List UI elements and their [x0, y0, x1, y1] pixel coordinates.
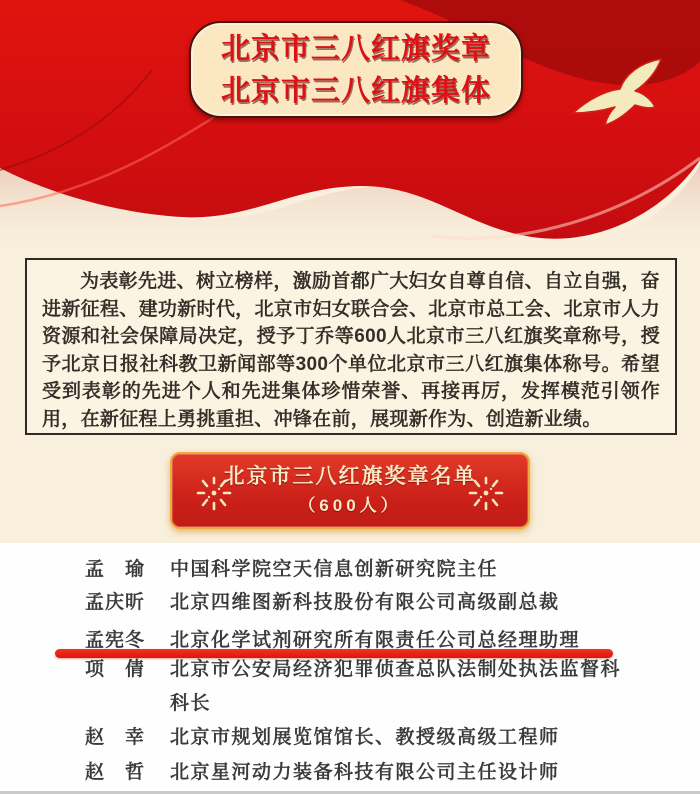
awardee-title-line: 中国科学院空天信息创新研究院主任	[170, 559, 499, 580]
awardee-name: 项 倩	[85, 659, 146, 680]
awardee-title-line: 北京四维图新科技股份有限公司高级副总裁	[170, 592, 560, 613]
awardee-title	[170, 756, 650, 790]
awardee-title-line: 北京市公安局经济犯罪侦查总队法制处执法监督科	[170, 659, 622, 680]
awardee-name: 孟庆昕	[85, 592, 146, 613]
awardee-title	[170, 653, 650, 721]
awardee-title-line: 北京星河动力装备科技有限公司主任设计师	[170, 762, 560, 783]
banner-title-plaque	[189, 21, 523, 118]
awardee-name: 赵 幸	[85, 727, 146, 748]
awardee-name: 孟 瑜	[85, 559, 146, 580]
list-header-title: 北京市三八红旗奖章名单	[223, 465, 477, 488]
awardee-list	[0, 543, 700, 794]
announcement-text: 为表彰先进、树立榜样，激励首都广大妇女自尊自信、自立自强，奋进新征程、建功新时代，北京市妇女联合会、北京市总工会、北京市人力资源和社会保障局决定，授予丁乔等600人北京市三八红旗奖章称号，授予北京日报社科教卫新闻部等300个单位北京市三八红旗集体称号。希望受到表彰的先进个人和先进集体珍惜荣誉、再接再厉，发挥模范引领作用，在新征程上勇挑重担、冲锋在前，展现新作为、创造新业绩。	[42, 271, 660, 430]
list-row	[0, 653, 700, 721]
awardee-title	[170, 553, 650, 587]
awardee-title-line: 北京化学试剂研究所有限责任公司总经理助理	[170, 630, 581, 651]
awardee-title-line: 科长	[170, 693, 212, 714]
list-header-count: （600人）	[298, 496, 402, 515]
awardee-title-line: 北京市规划展览馆馆长、教授级高级工程师	[170, 727, 560, 748]
list-header-box	[170, 452, 530, 529]
list-row	[0, 756, 700, 790]
awardee-title	[170, 721, 650, 755]
list-row	[0, 721, 700, 755]
ribbon-banner	[0, 0, 700, 260]
firework-icon	[464, 471, 508, 515]
announcement-box	[25, 258, 677, 435]
banner-title-line1: 北京市三八红旗奖章	[220, 32, 491, 65]
firework-icon	[192, 471, 236, 515]
awardee-name: 孟宪冬	[85, 630, 146, 651]
banner-title-line2: 北京市三八红旗集体	[220, 74, 491, 107]
awardee-title	[170, 586, 650, 620]
list-row	[0, 553, 700, 587]
list-row	[0, 586, 700, 620]
awardee-name: 赵 哲	[85, 762, 146, 783]
